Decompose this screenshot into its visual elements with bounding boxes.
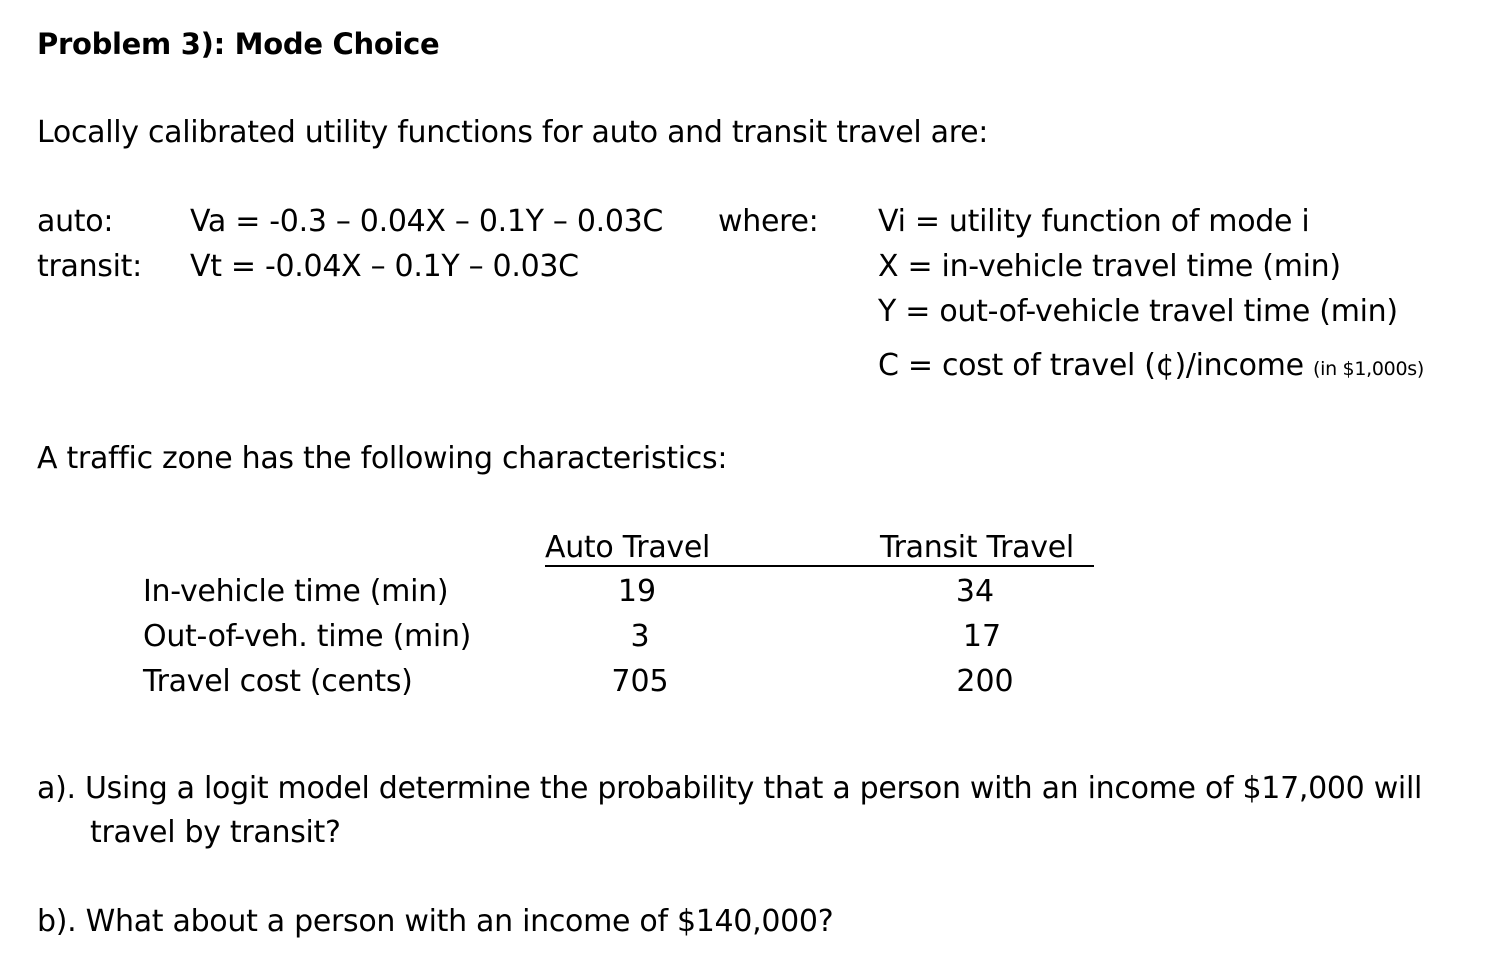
- question-a-line1: a). Using a logit model determine the probability that a person with an income of $17,000 will: [37, 771, 1423, 806]
- cell-auto-travel-cost: 705: [611, 664, 669, 699]
- zone-intro: A traffic zone has the following characteristics:: [37, 441, 728, 476]
- cell-transit-travel-cost: 200: [956, 664, 1014, 699]
- intro-text: Locally calibrated utility functions for auto and transit travel are:: [37, 115, 989, 150]
- question-a-line2: travel by transit?: [90, 815, 341, 850]
- cell-transit-in-vehicle: 34: [955, 574, 995, 609]
- definition-y: Y = out-of-vehicle travel time (min): [878, 294, 1398, 329]
- where-label: where:: [718, 204, 819, 239]
- row-label-in-vehicle: In-vehicle time (min): [143, 574, 449, 609]
- cell-auto-out-of-vehicle: 3: [630, 619, 650, 654]
- definition-vi: Vi = utility function of mode i: [878, 204, 1310, 239]
- definition-c: [878, 347, 1424, 388]
- cell-auto-in-vehicle: 19: [617, 574, 657, 609]
- definition-x: X = in-vehicle travel time (min): [878, 249, 1341, 284]
- row-label-travel-cost: Travel cost (cents): [143, 664, 413, 699]
- column-header-auto: Auto Travel: [545, 530, 711, 565]
- auto-formula: Va = -0.3 – 0.04X – 0.1Y – 0.03C: [190, 204, 664, 239]
- transit-formula: Vt = -0.04X – 0.1Y – 0.03C: [190, 249, 579, 284]
- table-header-underline: [545, 565, 1094, 567]
- auto-label: auto:: [37, 204, 114, 239]
- cell-transit-out-of-vehicle: 17: [962, 619, 1002, 654]
- definition-c-text: C = cost of travel (¢)/income: [878, 348, 1304, 383]
- definition-c-note: (in $1,000s): [1312, 358, 1424, 380]
- row-label-out-of-vehicle: Out-of-veh. time (min): [143, 619, 472, 654]
- column-header-transit: Transit Travel: [880, 530, 1074, 565]
- transit-label: transit:: [37, 249, 142, 284]
- question-b: b). What about a person with an income of $140,000?: [37, 904, 834, 939]
- page-title: Problem 3): Mode Choice: [37, 27, 440, 61]
